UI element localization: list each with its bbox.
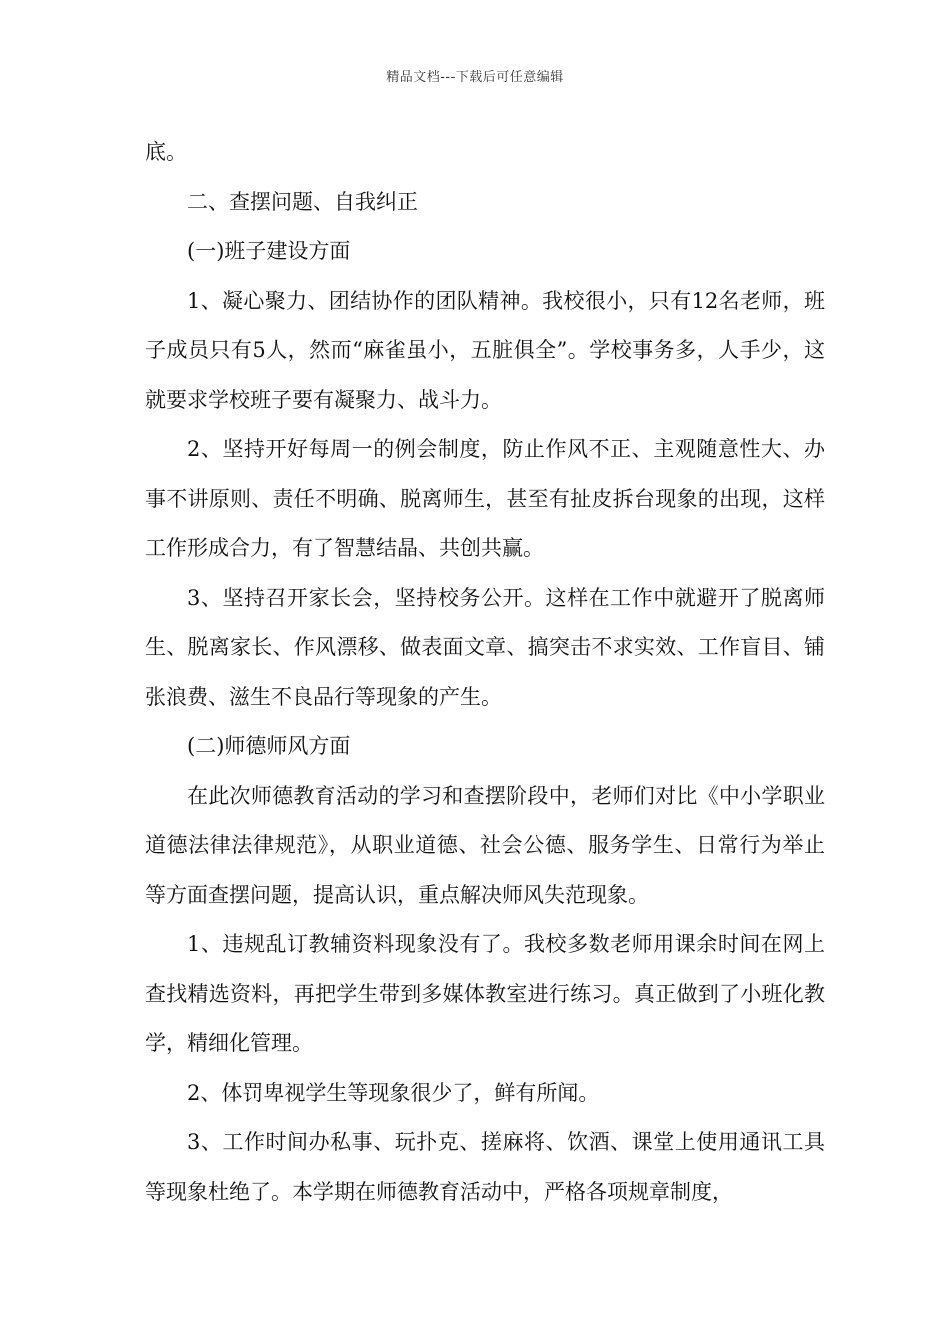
paragraph: 3、坚持召开家长会，坚持校务公开。这样在工作中就避开了脱离师生、脱离家长、作风漂移、做表面文章、搞突击不求实效、工作盲目、铺张浪费、滋生不良品行等现象的产生。: [145, 585, 825, 709]
paragraph: 2、坚持开好每周一的例会制度，防止作风不正、主观随意性大、办事不讲原则、责任不明确、脱离师生，甚至有扯皮拆台现象的出现，这样工作形成合力，有了智慧结晶、共创共赢。: [145, 437, 825, 560]
paragraph: 在此次师德教育活动的学习和查摆阶段中，老师们对比《中小学职业道德法律法律规范》，从职业道德、社会公德、服务学生、日常行为举止等方面查摆问题，提高认识，重点解决师风失范现象。: [145, 783, 825, 907]
subsection-heading: (一)班子建设方面: [187, 239, 351, 263]
paragraph: 2、体罚卑视学生等现象很少了，鲜有所闻。: [187, 1080, 600, 1105]
paragraph: 1、凝心聚力、团结协作的团队精神。我校很小，只有12名老师，班子成员只有5人，然而“麻雀虽小，五脏俱全”。学校事务多，人手少，这就要求学校班子要有凝聚力、战斗力。: [145, 288, 825, 412]
document-body: [145, 128, 825, 1217]
paragraph: 3、工作时间办私事、玩扑克、搓麻将、饮酒、课堂上使用通讯工具等现象杜绝了。本学期在师德教育活动中，严格各项规章制度，: [145, 1130, 825, 1204]
paragraph-continuation: 底。: [145, 140, 187, 164]
subsection-heading: (二)师德师风方面: [187, 734, 351, 758]
paragraph: 1、违规乱订教辅资料现象没有了。我校多数老师用课余时间在网上查找精选资料，再把学生带到多媒体教室进行练习。真正做到了小班化教学，精细化管理。: [145, 932, 825, 1055]
section-heading: 二、查摆问题、自我纠正: [187, 189, 418, 214]
page-header: 精品文档---下载后可任意编辑: [386, 70, 564, 85]
